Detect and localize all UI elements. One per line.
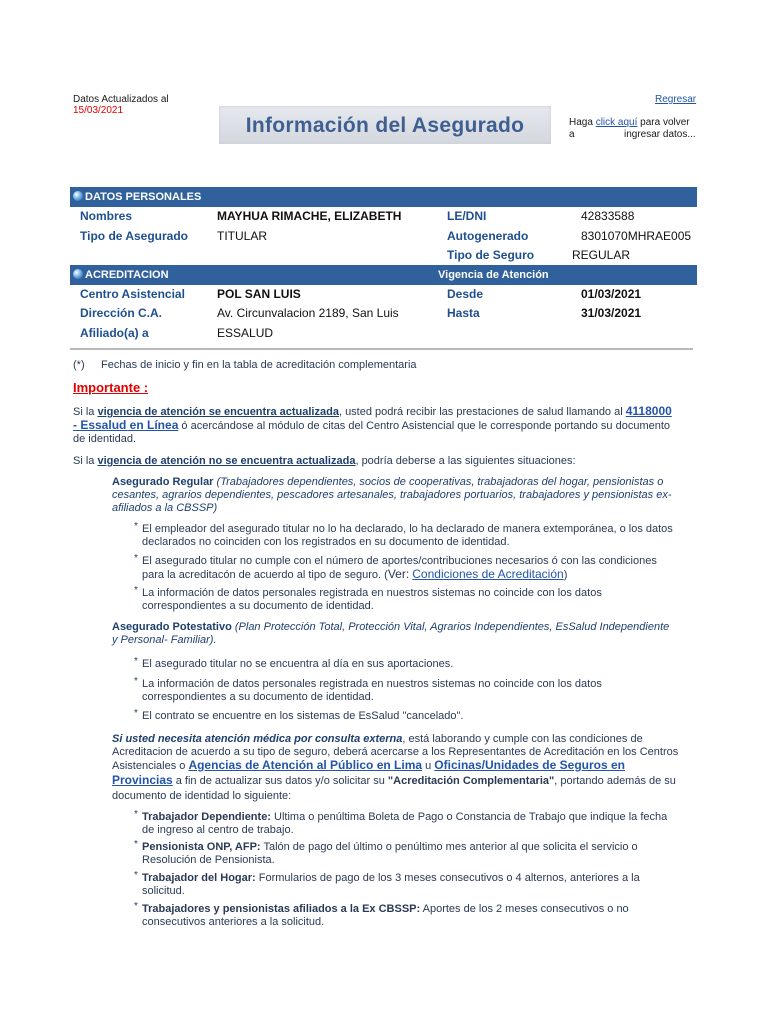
requirement-item-3: * Trabajador del Hogar: Formularios de pago de los 3 meses consecutivos o 4 alternos, anteriores a la solicitud.: [134, 870, 640, 897]
regular-heading: Asegurado Regular (Trabajadores dependientes, socios de cooperativas, trabajadoras del hogar, pensionistas o: [112, 476, 664, 488]
agencias-link[interactable]: Agencias de Atención al Público en Lima: [188, 758, 423, 772]
updated-date: 15/03/2021: [73, 105, 124, 116]
divider: [70, 348, 693, 350]
regular-item-1: * El empleador del asegurado titular no lo ha declarado, lo ha declarado de manera extemporánea, o los datos declarados no coinciden con los registrados en su documento de identidad.: [134, 521, 673, 548]
desde-label: Desde: [447, 287, 484, 301]
hasta-label: Hasta: [447, 306, 480, 320]
requirement-item-2: * Pensionista ONP, AFP: Talón de pago del último o penúltimo mes anterior al que solicita el servicio o Resolución de Pensionista.: [134, 839, 638, 866]
tipo-seguro-label: Tipo de Seguro: [447, 248, 535, 262]
oficinas-link[interactable]: Oficinas/Unidades de Seguros en: [434, 758, 625, 772]
externa-line-4: Provincias a fin de actualizar sus datos y/o solicitar su "Acreditación Complementaria", portando además de su: [112, 773, 676, 787]
externa-line-2: Acreditacion de acuerdo a su tipo de seguro, deberá acercarse a los Representantes de Acreditación en los Centros: [112, 746, 679, 758]
potestativo-item-1: * El asegurado titular no se encuentra al día en sus aportaciones.: [134, 656, 454, 670]
potestativo-item-2: * La información de datos personales registrada en nuestros sistemas no coincide con los datos correspondientes a su documento de identidad.: [134, 676, 602, 703]
desde-value: 01/03/2021: [581, 287, 642, 301]
nombres-label: Nombres: [80, 209, 133, 223]
tipo-asegurado-label: Tipo de Asegurado: [80, 229, 189, 243]
potestativo-heading: Asegurado Potestativo (Plan Protección Total, Protección Vital, Agrarios Independientes, EsSalud Independiente: [112, 621, 670, 633]
tipo-asegurado-value: TITULAR: [217, 229, 268, 243]
phone-link[interactable]: 4118000: [625, 404, 672, 418]
regular-desc-3: afiliados a la CBSSP): [112, 502, 218, 514]
essalud-en-linea-link[interactable]: - Essalud en Línea: [73, 418, 179, 432]
back-instructions: Haga click aquí para volver a: [569, 117, 690, 140]
regular-item-2: * El asegurado titular no cumple con el número de aportes/contribuciones necesarios ó con las condiciones para la acreditacón de acuerdo al tipo de seguro. (Ver: Condiciones de Acreditación): [134, 553, 657, 581]
back-link[interactable]: Regresar: [655, 94, 697, 105]
page-title: Información del Asegurado: [245, 114, 525, 137]
externa-line-3: Asistenciales o Agencias de Atención al Público en Lima u Oficinas/Unidades de Seguros en: [112, 758, 625, 772]
globe-icon: [73, 269, 83, 279]
direccion-value: Av. Circunvalacion 2189, San Luis: [217, 306, 399, 320]
afiliado-label: Afiliado(a) a: [80, 326, 149, 340]
potestativo-desc-2: y Personal- Familiar).: [112, 634, 217, 646]
provincias-link[interactable]: Provincias: [112, 773, 173, 787]
potestativo-item-3: * El contrato se encuentre en los sistemas de EsSalud "cancelado".: [134, 708, 464, 722]
requirement-item-1: * Trabajador Dependiente: Ultima o penúltima Boleta de Pago o Constancia de Trabajo que indique la fecha de ingreso al centro de trabajo.: [134, 809, 668, 836]
important-paragraph-1: Si la vigencia de atención se encuentra actualizada, usted podrá recibir las prestaciones de salud llamando al 4118000: [73, 404, 672, 418]
important-title: Importante :: [73, 380, 149, 395]
important-paragraph-1b: - Essalud en Línea ó acercándose al módulo de citas del Centro Asistencial que le corresponde portando su documento: [73, 418, 671, 432]
note-text: Fechas de inicio y fin en la tabla de acreditación complementaria: [101, 359, 417, 371]
hasta-value: 31/03/2021: [581, 306, 642, 320]
nombres-value: MAYHUA RIMACHE, ELIZABETH: [217, 209, 402, 223]
centro-value: POL SAN LUIS: [217, 287, 301, 301]
externa-line-1: Si usted necesita atención médica por consulta externa, está laborando y cumple con las condiciones de: [112, 733, 643, 745]
afiliado-value: ESSALUD: [217, 326, 274, 340]
regular-item-3: * La información de datos personales registrada en nuestros sistemas no coincide con los datos correspondientes a su documento de identidad.: [134, 585, 602, 612]
click-here-link[interactable]: click aquí: [595, 117, 638, 128]
vigencia-header: Vigencia de Atención: [438, 269, 549, 281]
page-title-banner: [219, 106, 551, 144]
requirement-item-4: * Trabajadores y pensionistas afiliados a la Ex CBSSP: Aportes de los 2 meses consecutivos o no consecutivos anteriores a la solicitud.: [134, 901, 629, 928]
regular-desc-2: cesantes, agrarios dependientes, pescadores artesanales, trabajadores portuarios, trabajadores y pensionistas ex-: [112, 489, 672, 501]
updated-label: Datos Actualizados al: [73, 94, 169, 105]
important-paragraph-2: Si la vigencia de atención no se encuentra actualizada, podría deberse a las siguientes situaciones:: [73, 455, 576, 467]
section-acreditacion: ACREDITACION Vigencia de Atención: [70, 265, 697, 285]
autogenerado-label: Autogenerado: [447, 229, 529, 243]
autogenerado-value: 8301070MHRAE005: [581, 229, 692, 243]
centro-label: Centro Asistencial: [80, 287, 185, 301]
le-dni-label: LE/DNI: [447, 209, 487, 223]
section-datos-personales: DATOS PERSONALES: [70, 187, 697, 207]
globe-icon: [73, 191, 83, 201]
important-paragraph-1c: de identidad.: [73, 433, 136, 445]
direccion-label: Dirección C.A.: [80, 306, 163, 320]
note-marker: (*): [73, 359, 85, 371]
le-dni-value: 42833588: [581, 209, 635, 223]
condiciones-link[interactable]: Condiciones de Acreditación: [412, 567, 564, 581]
externa-line-5: documento de identidad lo siguiente:: [112, 790, 292, 802]
back-instructions-2: ingresar datos...: [624, 129, 696, 140]
tipo-seguro-value: REGULAR: [572, 248, 631, 262]
